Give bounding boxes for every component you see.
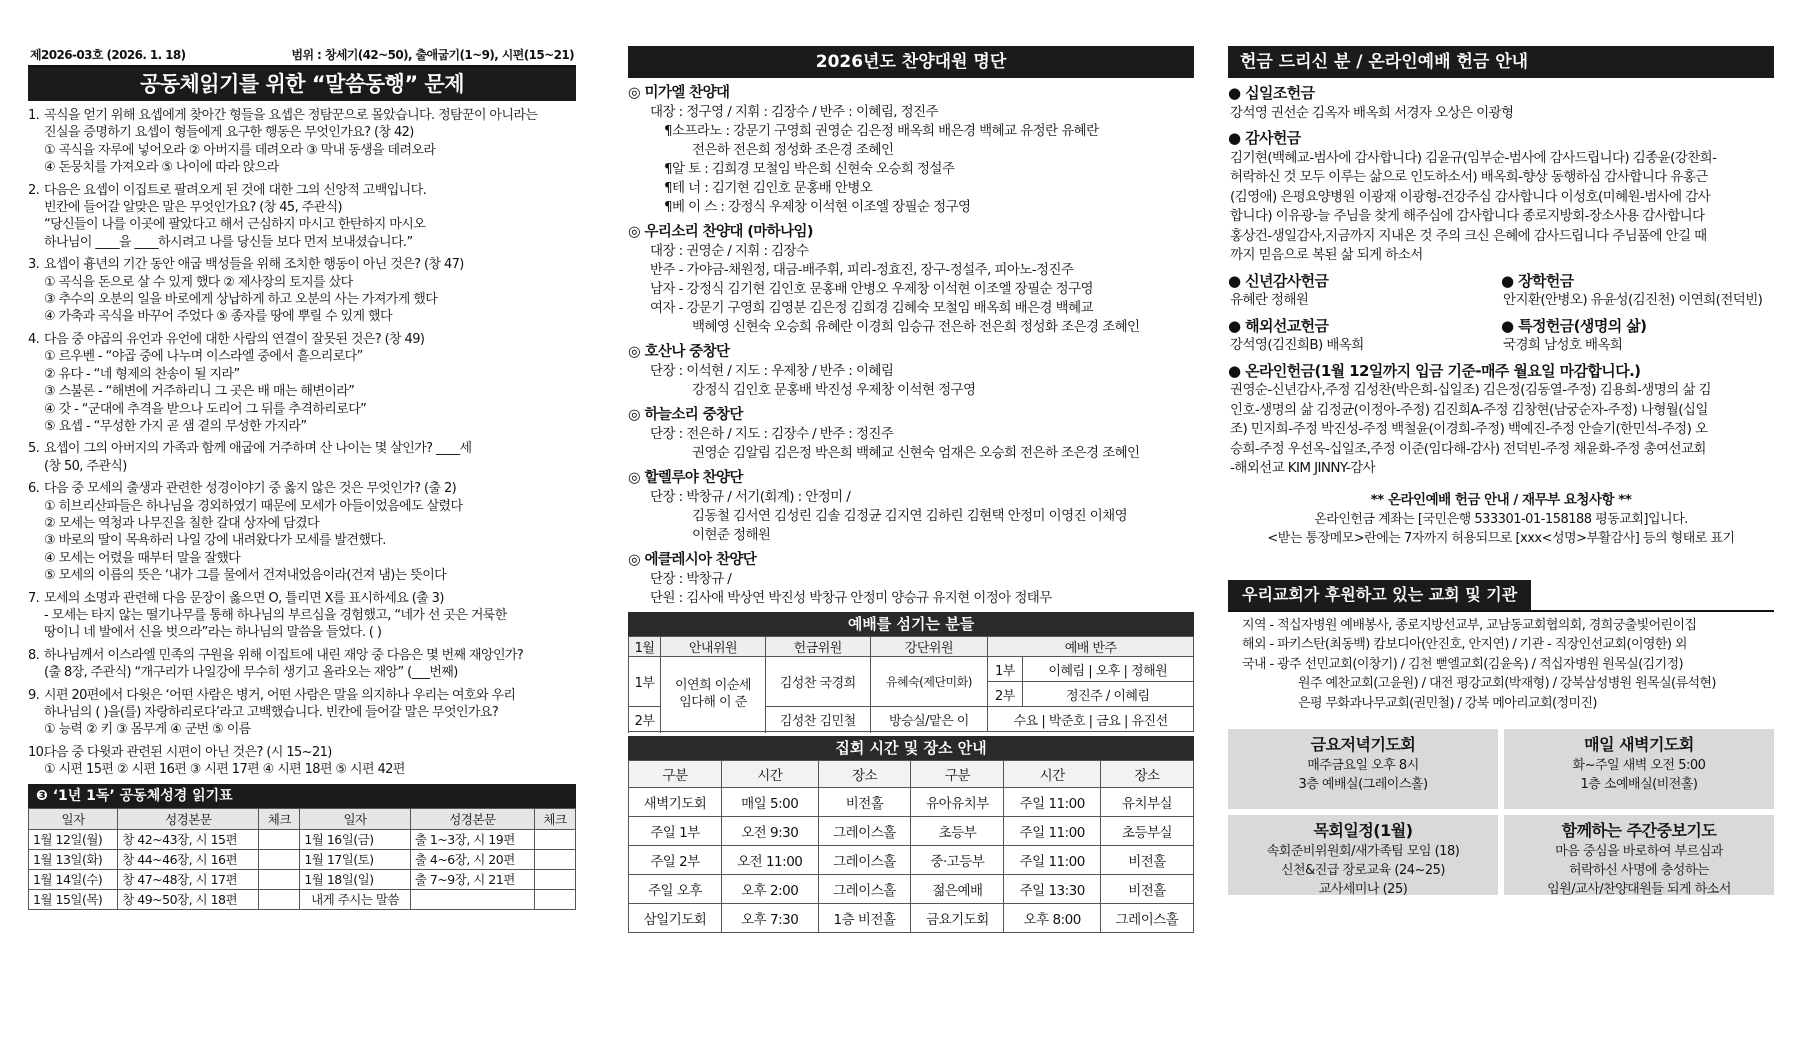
choir-line: 전은하 전은희 정성화 조은경 조혜인 bbox=[692, 142, 894, 158]
meeting-cell: 삼일기도회 bbox=[629, 904, 722, 933]
support-line: 국내 - 광주 선민교회(이창기) / 김천 뻗엘교회(김윤옥) / 적십자병원 원목실(김기정) bbox=[1242, 656, 1683, 672]
thanks-line: 허락하신 것 모두 이루는 삶으로 인도하소서) 배옥희-향상 동행하심 감사합니다 유홍근 bbox=[1230, 169, 1708, 185]
thanks-line: 홍상건-생일감사,지금까지 지내온 것 주의 크신 은혜에 감사드립니다 주님품에 안길 때 bbox=[1230, 227, 1707, 244]
question-item bbox=[28, 647, 576, 682]
meeting-header: 구분 bbox=[911, 761, 1004, 788]
question-text bbox=[28, 440, 576, 457]
serve-pianist: 수요 | 박준호 | 금요 | 유진선 bbox=[988, 707, 1194, 732]
choir-line: 강정식 김인호 문홍배 박진성 우제창 이석현 정구영 bbox=[692, 382, 976, 398]
meeting-cell: 주일 13:30 bbox=[1004, 875, 1101, 904]
meeting-cell: 비전홀 bbox=[1101, 875, 1194, 904]
question-item bbox=[28, 480, 576, 584]
reading-cell: 1월 16일(금) bbox=[300, 829, 410, 849]
serve-service: 2부 bbox=[629, 707, 661, 732]
question-option: ④ 갓 - “군대에 추격을 받으나 도리어 그 뒤를 추격하리로다” bbox=[44, 401, 367, 417]
choir-line: 권영순 김알림 김은정 박은희 백혜교 신현숙 엄재은 오승희 전은하 조은경 조혜인 bbox=[692, 445, 1140, 461]
info-box-line: 교사세미나 (25) bbox=[1318, 882, 1408, 897]
meeting-cell: 1층 비전홀 bbox=[818, 904, 911, 933]
info-box-line: 신천&진급 장로교육 (24~25) bbox=[1281, 863, 1445, 878]
table-row bbox=[29, 808, 576, 829]
thanks-heading: ● 감사헌금 bbox=[1228, 129, 1301, 147]
choir-title: 2026년도 찬양대원 명단 bbox=[628, 46, 1194, 78]
meeting-cell: 그레이스홀 bbox=[818, 846, 911, 875]
reading-cell: 1월 18일(일) bbox=[300, 869, 410, 889]
pianist-name: 이혜림 bbox=[1048, 663, 1085, 679]
meeting-title: 집회 시간 및 장소 안내 bbox=[628, 736, 1194, 760]
support-line: 지역 - 적십자병원 예배봉사, 종로지방선교부, 교남동교회협의회, 경희궁출빛어린이집 bbox=[1242, 617, 1697, 633]
meeting-cell: 주일 11:00 bbox=[1004, 788, 1101, 817]
reading-check bbox=[535, 889, 576, 909]
reading-cell: 내게 주시는 말씀 bbox=[300, 889, 410, 909]
question-text bbox=[28, 256, 576, 273]
choir-line: 반주 - 가야금-채원정, 대금-배주휘, 피리-정효진, 장구-정설주, 피아노-정진주 bbox=[650, 262, 1074, 278]
info-box bbox=[1228, 729, 1498, 809]
reading-header: 일자 bbox=[300, 808, 410, 829]
info-box bbox=[1504, 815, 1774, 895]
reading-header: 성경본문 bbox=[410, 808, 534, 829]
support-list bbox=[1228, 610, 1774, 714]
choir-block bbox=[628, 343, 1194, 400]
question-option: ③ 바로의 딸이 목욕하러 나일 강에 내려왔다가 모세를 발견했다. bbox=[44, 533, 386, 549]
issue-line bbox=[28, 46, 576, 67]
choir-line: 김동철 김서연 김성린 김솔 김정균 김지연 김하린 김현택 안정미 이영진 이채영 bbox=[692, 508, 1128, 524]
thanks-line: 까지 믿음으로 복된 삶 되게 하소서 bbox=[1230, 247, 1423, 263]
question-item bbox=[28, 440, 576, 475]
offering-column bbox=[1228, 46, 1774, 895]
serve-guide: 이연희 이순세 임다해 이 준 bbox=[661, 657, 766, 732]
question-option: ⑤ 모세의 이름의 뜻은 ‘내가 그를 물에서 건져내었음이라(건져 냄)는 뜻이다 bbox=[44, 568, 447, 584]
choir-line: 단장 : 박창규 / 서기(회계) : 안정미 / bbox=[650, 489, 851, 505]
meeting-cell: 유아유치부 bbox=[911, 788, 1004, 817]
online-line: 승희-주정 우선옥-십일조,주정 이준(임다해-감사) 전덕빈-주정 채윤화-주정 총여선교회 bbox=[1230, 440, 1706, 457]
question-text-cont: - 모세는 타지 않는 떨기나무를 통해 하나님의 부르심을 경험했고, “네가 선 곳은 거룩한 bbox=[44, 607, 507, 623]
info-box-title: 금요저녁기도회 bbox=[1310, 735, 1416, 754]
choir-name: ◎ 할렐루야 찬양단 bbox=[628, 470, 743, 486]
info-box bbox=[1504, 729, 1774, 809]
info-box-line: 1층 소예배실(비전홀) bbox=[1580, 777, 1698, 792]
choir-line: 여자 - 강문기 구영희 김영분 김은정 김희경 김혜숙 모철임 배옥희 배은경 백혜교 bbox=[650, 300, 1093, 316]
offering-pair bbox=[1228, 266, 1774, 311]
choir-line: 대장 : 정구영 / 지휘 : 김장수 / 반주 : 이혜림, 정진주 bbox=[650, 104, 938, 120]
question-text-cont: 땅이니 네 발에서 신을 벗으라”라는 하나님의 말씀을 들었다. ( ) bbox=[44, 625, 382, 641]
question-text-cont: (창 50, 주관식) bbox=[44, 458, 127, 474]
question-option: ① 시편 15편 ② 시편 16편 ③ 시편 17편 ④ 시편 18편 ⑤ 시편 42편 bbox=[44, 762, 405, 778]
question-option: ③ 스불론 - “해변에 거주하리니 그 곳은 배 매는 해변이라” bbox=[44, 384, 355, 400]
reading-cell: 1월 13일(화) bbox=[29, 849, 118, 869]
choir-block bbox=[628, 84, 1194, 217]
reading-check bbox=[259, 829, 300, 849]
offering-list bbox=[1228, 84, 1774, 479]
table-row bbox=[29, 849, 576, 869]
question-text bbox=[28, 687, 576, 704]
meeting-cell: 그레이스홀 bbox=[818, 817, 911, 846]
choir-line: ¶테 너 : 김기현 김인호 문홍배 안병오 bbox=[664, 180, 873, 196]
table-row bbox=[629, 788, 1194, 817]
serve-altar: 유혜숙(제단미화) bbox=[870, 657, 988, 707]
choir-line: 대장 : 권영순 / 지휘 : 김장수 bbox=[650, 243, 809, 259]
question-line: 하나님께서 이스라엘 민족의 구원을 위해 이집트에 내린 재앙 중 다음은 몇 번째 재앙인가? bbox=[44, 647, 524, 663]
choir-name: ◎ 에클레시아 찬양단 bbox=[628, 552, 757, 568]
meeting-cell: 그레이스홀 bbox=[1101, 904, 1194, 933]
tithe-heading: ● 십일조헌금 bbox=[1228, 84, 1315, 102]
question-option: ① 곡식을 돈으로 살 수 있게 했다 ② 제사장의 토지를 샀다 bbox=[44, 274, 353, 290]
serve-offering: 김성찬 국경희 bbox=[765, 657, 870, 707]
info-box-line: 마음 중심을 바로하여 부르심과 bbox=[1555, 844, 1723, 859]
info-box-line: 속회준비위원회/새가족팀 모임 (18) bbox=[1266, 844, 1460, 859]
info-box bbox=[1228, 815, 1498, 895]
question-item bbox=[28, 256, 576, 326]
reading-cell bbox=[410, 889, 534, 909]
reading-check bbox=[535, 869, 576, 889]
mission-heading: ● 해외선교헌금 bbox=[1228, 316, 1329, 335]
question-text bbox=[28, 590, 576, 607]
special-names: 국경희 남성호 배옥희 bbox=[1503, 337, 1623, 353]
meeting-cell: 주일 11:00 bbox=[1004, 846, 1101, 875]
question-item bbox=[28, 182, 576, 252]
question-option: ④ 모세는 어렸을 때부터 말을 잘했다 bbox=[44, 550, 241, 566]
info-box-title: 함께하는 주간중보기도 bbox=[1561, 821, 1717, 840]
reading-check bbox=[535, 849, 576, 869]
question-text bbox=[28, 480, 576, 497]
question-item bbox=[28, 744, 576, 779]
info-boxes bbox=[1228, 729, 1774, 895]
special-heading: ● 특정헌금(생명의 삶) bbox=[1501, 316, 1647, 335]
question-text bbox=[28, 744, 576, 761]
choir-line: ¶소프라노 : 강문기 구영희 권영순 김은정 배옥희 배은경 백혜교 유정란 유혜란 bbox=[664, 123, 1099, 139]
serve-header: 헌금위원 bbox=[765, 637, 870, 657]
table-row bbox=[29, 889, 576, 909]
table-row bbox=[629, 904, 1194, 933]
serve-header: 예배 반주 bbox=[988, 637, 1194, 657]
meeting-cell: 주일 11:00 bbox=[1004, 817, 1101, 846]
reading-cell: 출 7~9장, 시 21편 bbox=[410, 869, 534, 889]
table-row bbox=[629, 657, 1194, 682]
table-row bbox=[629, 846, 1194, 875]
info-box-line: 화~주일 새벽 오전 5:00 bbox=[1572, 758, 1706, 773]
reading-cell: 1월 14일(수) bbox=[29, 869, 118, 889]
question-option: ① 능력 ② 키 ③ 몸무게 ④ 군번 ⑤ 이름 bbox=[44, 722, 251, 738]
reading-header: 체크 bbox=[259, 808, 300, 829]
question-number: 9. bbox=[28, 687, 40, 703]
reading-cell: 창 44~46장, 시 16편 bbox=[118, 849, 259, 869]
question-number: 1. bbox=[28, 108, 40, 123]
support-line: 원주 예찬교회(고윤원) / 대전 평강교회(박재형) / 강북삼성병원 원목실(류석현) bbox=[1298, 676, 1716, 691]
question-option: ① 히브리산파들은 하나님을 경외하였기 때문에 모세가 아들이었음에도 살렸다 bbox=[44, 498, 463, 514]
question-line: 다음 중 다윗과 관련된 시편이 아닌 것은? (시 15~21) bbox=[44, 744, 332, 760]
meeting-cell: 초등부 bbox=[911, 817, 1004, 846]
serve-service: 1부 bbox=[629, 657, 661, 707]
table-row bbox=[629, 637, 1194, 657]
question-line: 요셉이 흉년의 기간 동안 애굽 백성들을 위해 조치한 행동이 아닌 것은? (창 47) bbox=[44, 257, 464, 273]
reading-cell: 창 47~48장, 시 17편 bbox=[118, 869, 259, 889]
meeting-cell: 비전홀 bbox=[818, 788, 911, 817]
meeting-header: 시간 bbox=[1004, 761, 1101, 788]
serve-pianist-label: 2부 bbox=[988, 682, 1022, 707]
question-option: ① 르우벤 - “야곱 중에 나누며 이스라엘 중에서 흩으리로다” bbox=[44, 349, 363, 365]
newyear-names: 유혜란 정해원 bbox=[1230, 292, 1309, 308]
tithe-names: 강석영 권선순 김옥자 배옥희 서경자 오상은 이광형 bbox=[1230, 104, 1514, 121]
reading-check bbox=[259, 869, 300, 889]
meeting-cell: 주일 1부 bbox=[629, 817, 722, 846]
meeting-cell: 초등부실 bbox=[1101, 817, 1194, 846]
question-number: 6. bbox=[28, 481, 40, 497]
reading-range: 범위 : 창세기(42~50), 출애굽기(1~9), 시편(15~21) bbox=[291, 48, 574, 62]
question-number: 10. bbox=[28, 744, 47, 760]
reading-plan-table bbox=[28, 808, 576, 910]
meeting-header: 시간 bbox=[721, 761, 818, 788]
question-number: 3. bbox=[28, 257, 40, 273]
reading-check bbox=[259, 889, 300, 909]
reading-check bbox=[535, 829, 576, 849]
info-box-title: 매일 새벽기도회 bbox=[1584, 735, 1694, 754]
question-text bbox=[28, 647, 576, 664]
online-line: -해외선교 KIM JINNY-감사 bbox=[1230, 460, 1376, 476]
online-line: 권영순-신년감사,주정 김성찬(박은희-십일조) 김은정(김동열-주정) 김용희-생명의 삶 김 bbox=[1230, 382, 1711, 398]
thanks-line: 김기현(백혜교-범사에 감사합니다) 김윤규(임부순-범사에 감사드립니다) 김종윤(강찬희- bbox=[1230, 149, 1717, 166]
offering-pair bbox=[1228, 311, 1774, 356]
scholar-names: 안지환(안병오) 유윤성(김진천) 이연희(전덕빈) bbox=[1503, 292, 1763, 308]
serve-pianist: 정진주 / 이혜림 bbox=[1022, 682, 1193, 707]
table-row bbox=[29, 829, 576, 849]
question-line: 다음은 요셉이 이집트로 팔려오게 된 것에 대한 그의 신앙적 고백입니다. bbox=[44, 182, 427, 198]
question-item bbox=[28, 687, 576, 739]
serve-header: 안내위원 bbox=[661, 637, 766, 657]
reading-cell: 창 42~43장, 시 15편 bbox=[118, 829, 259, 849]
choir-list bbox=[628, 84, 1194, 608]
pianist-name: 정해원 bbox=[1131, 663, 1168, 679]
question-item bbox=[28, 331, 576, 435]
table-row bbox=[29, 869, 576, 889]
question-option: ② 모세는 역청과 나무진을 칠한 갈대 상자에 담겼다 bbox=[44, 515, 319, 531]
choir-line: 단원 : 김사애 박상연 박진성 박창규 안정미 양승규 유지현 이정아 정태무 bbox=[650, 590, 1052, 606]
pianist-label: 금요 bbox=[1096, 713, 1121, 729]
meeting-cell: 오후 2:00 bbox=[721, 875, 818, 904]
online-heading: ● 온라인헌금(1월 12일까지 입금 기준-매주 월요일 마감합니다.) bbox=[1228, 361, 1641, 380]
reading-header: 체크 bbox=[535, 808, 576, 829]
question-text bbox=[28, 107, 576, 124]
reading-cell: 출 4~6장, 시 20편 bbox=[410, 849, 534, 869]
meeting-cell: 중·고등부 bbox=[911, 846, 1004, 875]
choir-block bbox=[628, 551, 1194, 608]
choir-line: 백혜영 신현숙 오승희 유혜란 이경희 임승규 전은하 전은희 정성화 조은경 조혜인 bbox=[692, 319, 1140, 335]
meeting-cell: 젊은예배 bbox=[911, 875, 1004, 904]
quiz-title: 공동체읽기를 위한 “말씀동행” 문제 bbox=[28, 67, 576, 101]
reading-header: 일자 bbox=[29, 808, 118, 829]
question-line: 곡식을 얻기 위해 요셉에게 찾아간 형들을 요셉은 정탐꾼으로 몰았습니다. 정탐꾼이 아니라는 bbox=[44, 108, 538, 123]
online-notice bbox=[1228, 491, 1774, 548]
question-option: ③ 추수의 오분의 일을 바로에게 상납하게 하고 오분의 사는 가져가게 했다 bbox=[44, 292, 438, 308]
table-row bbox=[629, 875, 1194, 904]
reading-cell: 1월 12일(월) bbox=[29, 829, 118, 849]
support-title: 우리교회가 후원하고 있는 교회 및 기관 bbox=[1228, 580, 1531, 610]
info-box-line: 3층 예배실(그레이스홀) bbox=[1298, 777, 1428, 792]
pianist-name: 유진선 bbox=[1131, 713, 1168, 729]
question-option: ① 곡식을 자루에 넣어오라 ② 아버지를 데려오라 ③ 막내 동생을 데려오라 bbox=[44, 142, 436, 158]
question-text-cont: (출 8장, 주관식) “개구리가 나일강에 무수히 생기고 올라오는 재앙” (___번째) bbox=[44, 665, 458, 681]
question-text-cont: 하나님이 ____을 ____하시려고 나를 당신들 보다 먼저 보내셨습니다.” bbox=[44, 234, 413, 250]
question-number: 4. bbox=[28, 331, 40, 347]
choir-line: 단장 : 이석현 / 지도 : 우제창 / 반주 : 이혜림 bbox=[650, 363, 894, 379]
question-text-cont: “당신들이 나를 이곳에 팔았다고 해서 근심하지 마시고 한탄하지 마시오 bbox=[44, 217, 426, 233]
question-line: 시편 20편에서 다윗은 ‘어떤 사람은 병거, 어떤 사람은 말을 의지하나 우리는 여호와 우리 bbox=[44, 687, 516, 703]
info-box-line: 허락하신 사명에 충성하는 bbox=[1569, 863, 1709, 878]
notice-account: 온라인헌금 계좌는 [국민은행 533301-01-158188 평동교회]입니다. bbox=[1314, 511, 1688, 527]
reading-header: 성경본문 bbox=[118, 808, 259, 829]
choir-line: 남자 - 강정식 김기현 김인호 문홍배 안병오 우제창 이석현 이조엘 장필순 정구영 bbox=[650, 281, 1093, 297]
question-text bbox=[28, 331, 576, 348]
question-line: 다음 중 야곱의 유언과 유언에 대한 사람의 연결이 잘못된 것은? (창 49) bbox=[44, 331, 425, 347]
pianist-name: 박준호 bbox=[1048, 713, 1086, 729]
question-option: ④ 돈뭉치를 가져오라 ⑤ 나이에 따라 앉으라 bbox=[44, 160, 279, 176]
info-box-line: 임원/교사/찬양대원들 되게 하소서 bbox=[1547, 882, 1731, 897]
offering-title: 헌금 드리신 분 / 온라인예배 헌금 안내 bbox=[1228, 46, 1774, 78]
online-line: 인호-생명의 삶 김정균(이정아-주정) 김진희A-주정 김창현(남궁순자-주정) 나형월(십일 bbox=[1230, 401, 1708, 418]
choir-block bbox=[628, 406, 1194, 463]
serve-title: 예배를 섬기는 분들 bbox=[628, 612, 1194, 636]
question-item bbox=[28, 590, 576, 642]
meeting-header: 구분 bbox=[629, 761, 722, 788]
table-row bbox=[629, 817, 1194, 846]
choir-name: ◎ 하늘소리 중창단 bbox=[628, 407, 743, 423]
choir-line: 단장 : 박창규 / bbox=[650, 571, 732, 587]
meeting-cell: 비전홀 bbox=[1101, 846, 1194, 875]
meeting-table bbox=[628, 760, 1194, 933]
choir-block bbox=[628, 469, 1194, 545]
serve-header: 강단위원 bbox=[870, 637, 988, 657]
meeting-cell: 오후 7:30 bbox=[721, 904, 818, 933]
choir-name: ◎ 우리소리 찬양대 (마하나임) bbox=[628, 224, 813, 240]
support-line: 은평 무화과나무교회(권민철) / 강북 메아리교회(정미진) bbox=[1298, 695, 1597, 711]
issue-number: 제2026-03호 (2026. 1. 18) bbox=[30, 48, 186, 62]
question-line: 요셉이 그의 아버지의 가족과 함께 애굽에 거주하며 산 나이는 몇 살인가? ____세 bbox=[44, 441, 472, 457]
online-line: 조) 민지희-주정 박진성-주정 백철윤(이경희-주정) 백예진-주정 안슬기(한민석-주정) 오 bbox=[1230, 421, 1708, 437]
serve-table bbox=[628, 636, 1194, 732]
choir-line: 단장 : 전은하 / 지도 : 김장수 / 반주 : 정진주 bbox=[650, 426, 894, 442]
choir-line: ¶알 토 : 김희경 모철임 박은희 신현숙 오승희 정설주 bbox=[664, 161, 955, 177]
reading-cell: 1월 17일(토) bbox=[300, 849, 410, 869]
question-item bbox=[28, 107, 576, 177]
thanks-line: 합니다) 이유광-늘 주님을 찾게 해주심에 감사합니다 종로지방회-장소사용 감사합니다 bbox=[1230, 208, 1705, 224]
notice-heading: ** 온라인예배 헌금 안내 / 재무부 요청사항 ** bbox=[1370, 491, 1632, 508]
meeting-cell: 주일 오후 bbox=[629, 875, 722, 904]
support-line: 해외 - 파키스탄(최동백) 캄보디아(안진호, 안지연) / 기관 - 직장인선교회(이영한) 외 bbox=[1242, 637, 1687, 652]
info-box-line: 매주금요일 오후 8시 bbox=[1307, 758, 1419, 773]
question-option: ⑤ 요셉 - “무성한 가지 곧 샘 곁의 무성한 가지라” bbox=[44, 418, 307, 434]
question-number: 8. bbox=[28, 647, 40, 663]
quiz-column bbox=[28, 46, 576, 910]
question-line: 모세의 소명과 관련해 다음 문장이 옳으면 O, 틀리면 X를 표시하세요 (출 3) bbox=[44, 590, 444, 606]
question-number: 7. bbox=[28, 590, 40, 606]
serve-pianist: 이혜림 | 오후 | 정해원 bbox=[1022, 657, 1193, 682]
meeting-cell: 그레이스홀 bbox=[818, 875, 911, 904]
choir-column bbox=[628, 46, 1194, 933]
question-option: ④ 가축과 곡식을 바꾸어 주었다 ⑤ 종자를 땅에 뿌릴 수 있게 했다 bbox=[44, 309, 392, 325]
choir-name: ◎ 미가엘 찬양대 bbox=[628, 85, 730, 101]
question-option: ② 유다 - “네 형제의 찬송이 될 지라” bbox=[44, 366, 240, 382]
question-text bbox=[28, 182, 576, 199]
question-number: 2. bbox=[28, 182, 40, 198]
meeting-cell: 오후 8:00 bbox=[1004, 904, 1101, 933]
meeting-header: 장소 bbox=[1101, 761, 1194, 788]
reading-check bbox=[259, 849, 300, 869]
serve-altar: 방승실/맡은 이 bbox=[870, 707, 988, 732]
pianist-label: 오후 bbox=[1095, 663, 1120, 679]
meeting-cell: 금요기도회 bbox=[911, 904, 1004, 933]
meeting-header: 장소 bbox=[818, 761, 911, 788]
serve-pianist-label: 1부 bbox=[988, 657, 1022, 682]
thanks-line: (김영애) 은평요양병원 이광재 이광형-건강주심 감사합니다 이성호(미혜원-범사에 감사 bbox=[1230, 188, 1711, 205]
scholar-heading: ● 장학헌금 bbox=[1501, 271, 1574, 290]
serve-offering: 김성찬 김민철 bbox=[765, 707, 870, 732]
question-text-cont: 빈칸에 들어갈 알맞은 말은 무엇인가요? (창 45, 주관식) bbox=[44, 200, 343, 216]
newyear-heading: ● 신년감사헌금 bbox=[1228, 271, 1329, 290]
choir-block bbox=[628, 223, 1194, 337]
question-list bbox=[28, 107, 576, 779]
meeting-cell: 유치부실 bbox=[1101, 788, 1194, 817]
mission-names: 강석영(김진희B) 배옥희 bbox=[1230, 337, 1364, 353]
online-names bbox=[1228, 381, 1774, 479]
info-box-title: 목회일정(1월) bbox=[1313, 821, 1413, 840]
meeting-cell: 주일 2부 bbox=[629, 846, 722, 875]
question-text-cont: 하나님의 ( )을(를) 자랑하리로다’라고 고백했습니다. 빈칸에 들어갈 말은 무엇인가요? bbox=[44, 705, 499, 720]
meeting-cell: 매일 5:00 bbox=[721, 788, 818, 817]
meeting-cell: 오전 9:30 bbox=[721, 817, 818, 846]
reading-cell: 창 49~50장, 시 18편 bbox=[118, 889, 259, 909]
question-text-cont: 진실을 증명하기 요셉이 형들에게 요구한 행동은 무엇인가요? (창 42) bbox=[44, 125, 414, 141]
choir-line: ¶베 이 스 : 강정식 우제창 이석현 이조엘 장필순 정구영 bbox=[664, 199, 971, 215]
question-number: 5. bbox=[28, 441, 40, 457]
question-line: 다음 중 모세의 출생과 관련한 성경이야기 중 옳지 않은 것은 무엇인가? (출 2) bbox=[44, 481, 457, 497]
thanks-names bbox=[1228, 149, 1774, 266]
choir-line: 이현준 정해원 bbox=[692, 527, 771, 543]
reading-cell: 1월 15일(목) bbox=[29, 889, 118, 909]
choir-name: ◎ 호산나 중창단 bbox=[628, 344, 730, 360]
meeting-cell: 새벽기도회 bbox=[629, 788, 722, 817]
meeting-cell: 오전 11:00 bbox=[721, 846, 818, 875]
notice-memo: <받는 통장메모>란에는 7자까지 허용되므로 [xxx<성명>부활감사] 등의 형태로 표기 bbox=[1267, 530, 1735, 546]
pianist-label: 수요 bbox=[1013, 713, 1038, 729]
reading-cell: 출 1~3장, 시 19편 bbox=[410, 829, 534, 849]
reading-plan-title: ❸ ‘1년 1독’ 공동체성경 읽기표 bbox=[28, 784, 576, 808]
table-row bbox=[629, 761, 1194, 788]
serve-header: 1월 bbox=[629, 637, 661, 657]
